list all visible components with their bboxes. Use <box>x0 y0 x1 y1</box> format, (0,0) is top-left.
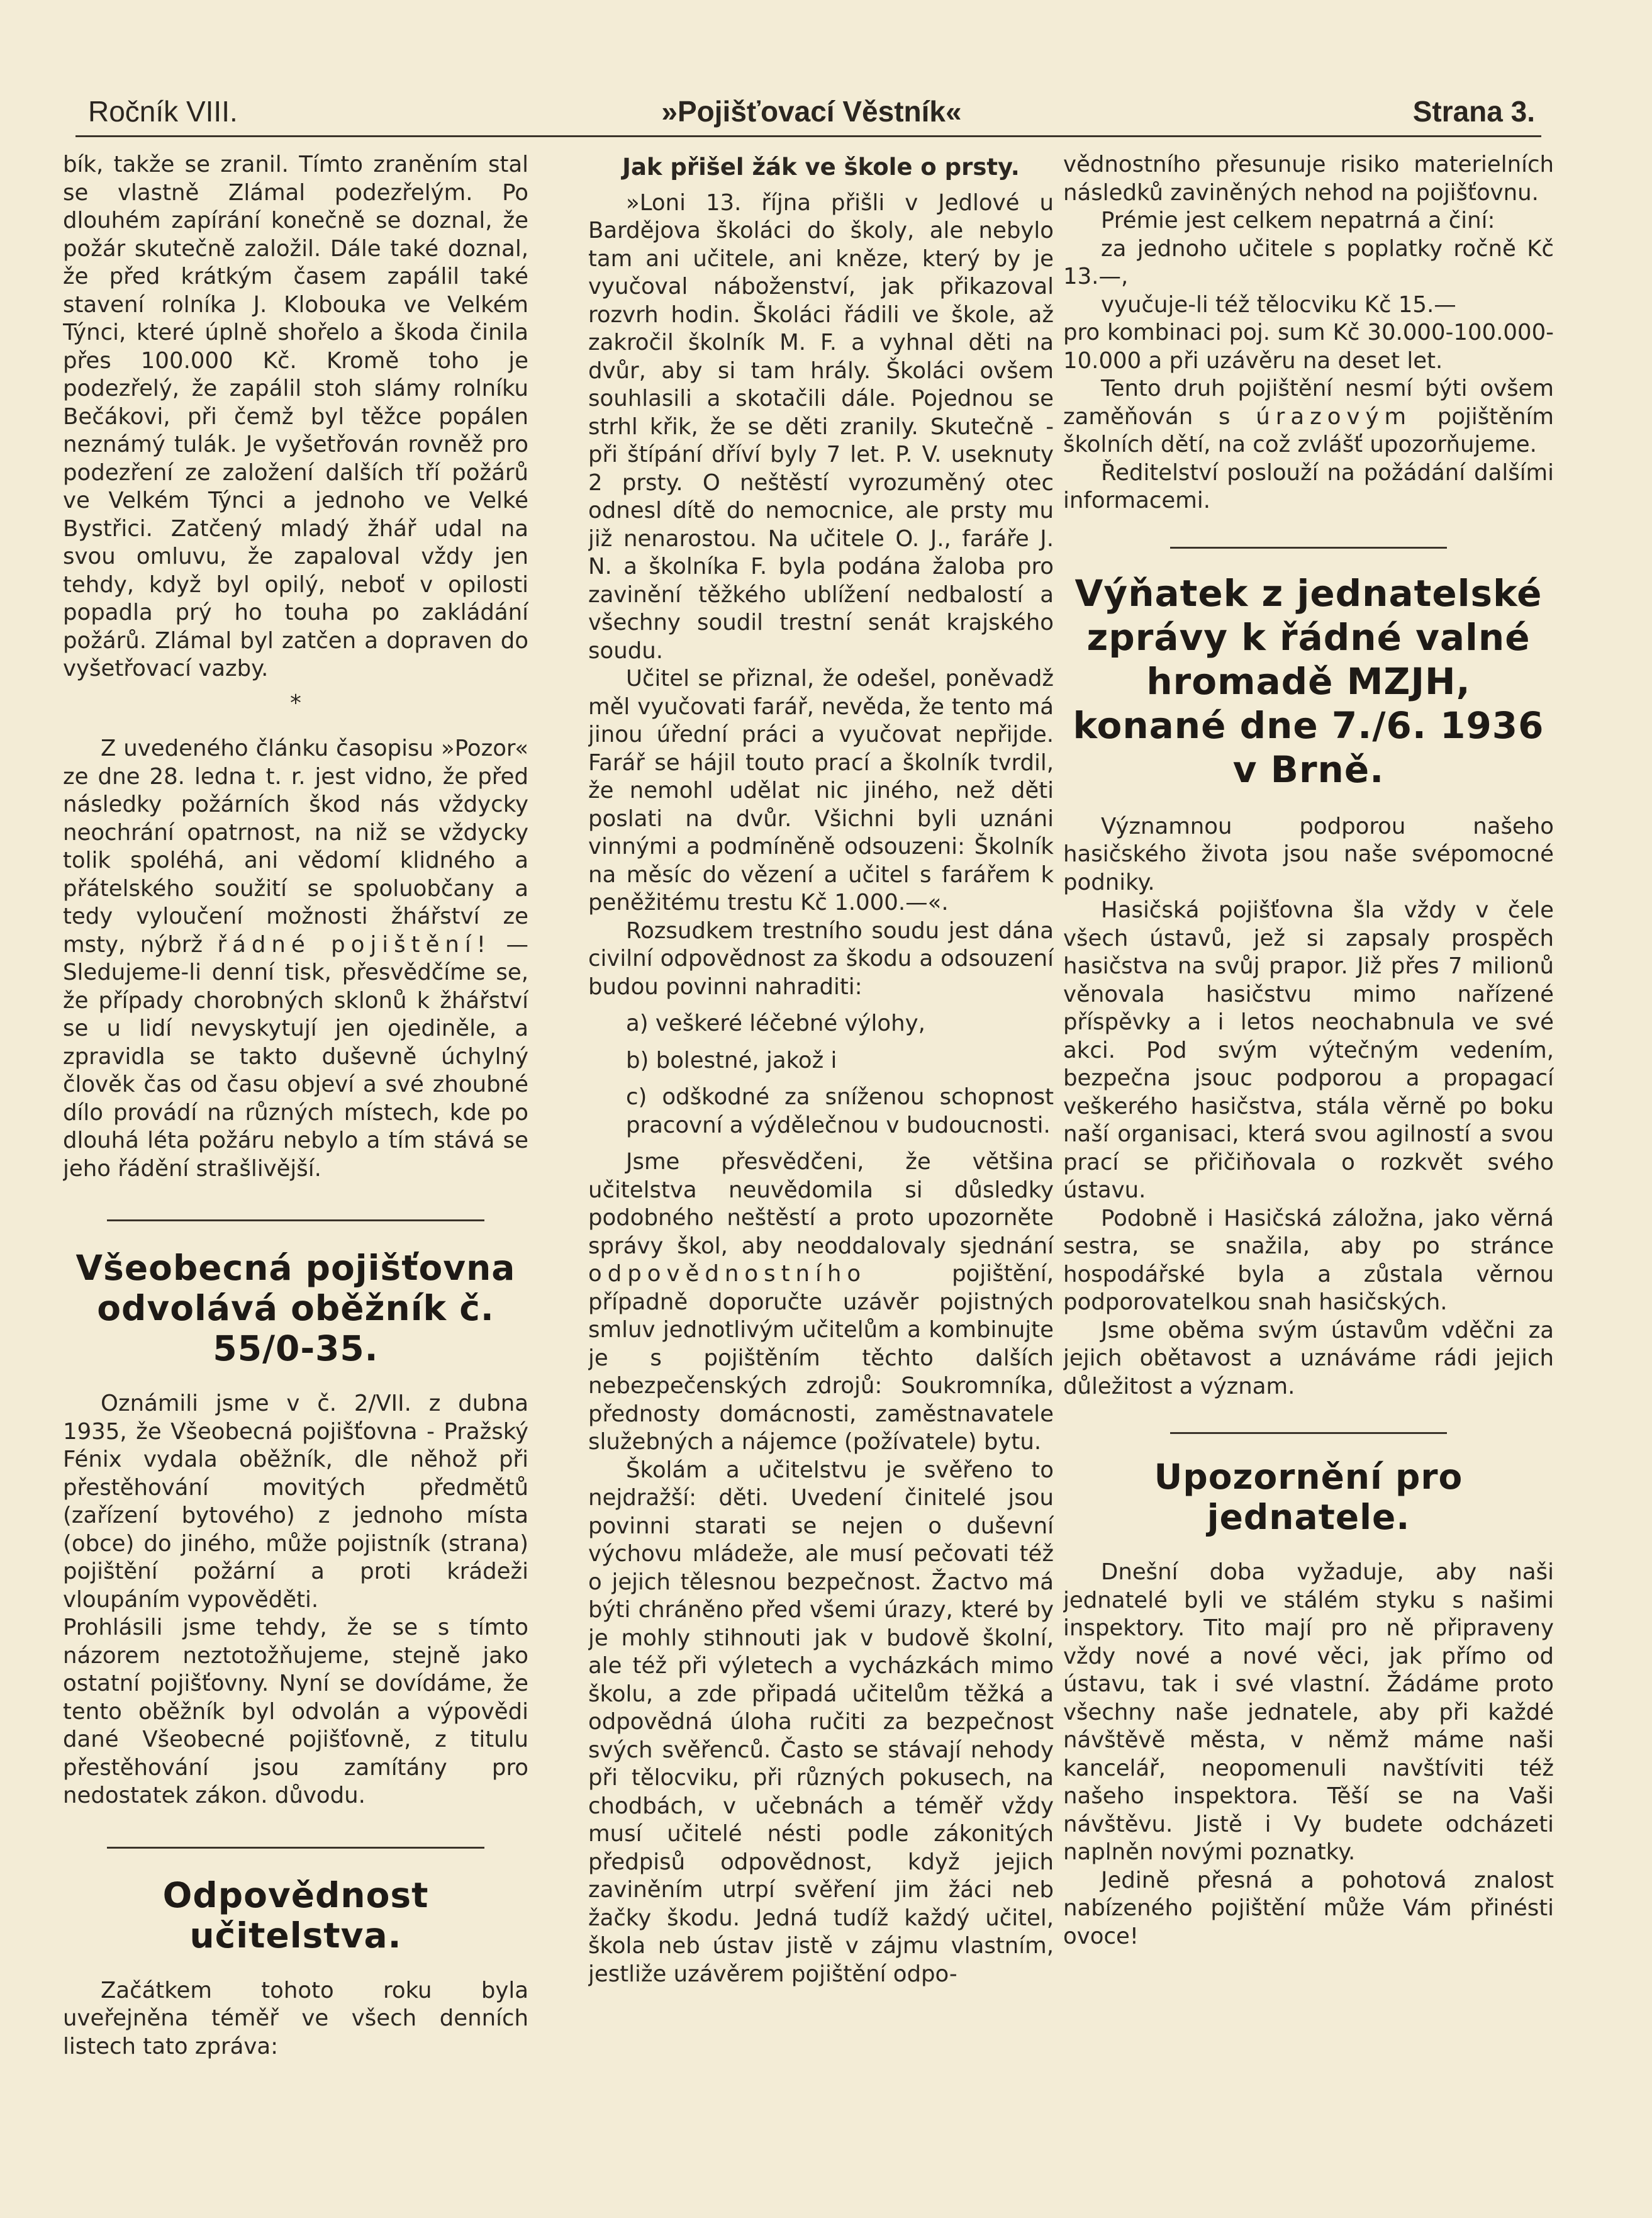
divider <box>107 1219 484 1221</box>
paragraph: Oznámili jsme v č. 2/VII. z dubna 1935, že Všeobecná pojišťovna - Pražský Fénix vydala oběžník, dle něhož při přestěhování movitých předmětů (zařízení bytového) z jednoho místa (obce) do jiného, může pojistník (strana) pojištění požární a proti krádeži vloupáním vypověděti. <box>63 1391 528 1613</box>
paragraph: Významnou podporou našeho hasičského života jsou naše svépomocné podniky. <box>1063 813 1554 895</box>
paragraph: Jsme oběma svým ústavům vděčni za jejich obětavost a uznáváme rádi jejich důležitost a význam. <box>1063 1317 1554 1399</box>
list-item: b) bolestné, jakož i <box>626 1047 837 1073</box>
column-middle <box>588 151 1054 2196</box>
paragraph: bík, takže se zranil. Tímto zraněním stal se vlastně Zlámal podezřelým. Po dlouhém zapírání konečně se doznal, že požár skutečně založil. Dále také doznal, že před krátkým časem zapálil také stavení rolníka J. Klobouka ve Velkém Týnci, které úplně shořelo a škoda činila přes 100.000 Kč. Kromě toho je podezřelý, že zapálil stoh slámy rolníku Bečákovi, při čemž byl těžce popálen neznámý tulák. Je vyšetřován rovněž pro podezření ze založení dalších tří požárů ve Velkém Týnci a jednoho ve Velké Bystřici. Zatčený mladý žhář udal na svou omluvu, že zapaloval vždy jen tehdy, když byl opilý, neboť v opilosti popadla prý ho touha po zakládání požárů. Zlámal byl zatčen a dopraven do vyšetřovací vazby. <box>63 152 528 681</box>
list-item: c) odškodné za sníženou schopnost pracovní a výdělečnou v budoucnosti. <box>626 1084 1054 1138</box>
paragraph: pro kombinaci poj. sum Kč 30.000-100.000-10.000 a při uzávěru na deset let. <box>1063 320 1554 374</box>
paragraph: Ředitelství poslouží na požádání dalšími informacemi. <box>1063 459 1554 513</box>
article-heading: Všeobecná pojišťovna odvolává oběžník č. 55/0-35. <box>75 1248 516 1369</box>
paragraph: Učitel se přiznal, že odešel, poněvadž měl vyučovati farář, nevěda, že tento má jinou úřední práci a vyučovat nepřijde. Farář se hájil touto prací a školník tvrdil, že nemohl udělat nic jiného, než děti poslati na dvůr. Všichni byli uznáni vinnými a podmíněně odsouzeni: Školník na měsíc do vězení a učitel s farářem k peněžitému trestu Kč 1.000.—«. <box>588 666 1054 916</box>
header-rule <box>75 135 1541 137</box>
subheading: Jak přišel žák ve škole o prsty. <box>622 154 1020 181</box>
divider <box>107 1847 484 1849</box>
emphasis: úrazovým <box>1256 403 1412 430</box>
paragraph: Rozsudkem trestního soudu jest dána civilní odpovědnost za škodu a odsouzení budou povinni nahraditi: <box>588 917 1054 1000</box>
paragraph: vědnostního přesunuje risiko materielních následků zaviněných nehod na pojišťovnu. <box>1063 152 1554 206</box>
paragraph: Školám a učitelstvu je svěřeno to nejdražší: děti. Uvedení činitelé jsou povinni starati se nejen o duševní výchovu mládeže, ale musí pečovati též o jejich tělesnou bezpečnost. Žactvo má býti chráněno před všemi úrazy, které by je mohly stihnouti jak v budově školní, ale též při výletech a vycházkách mimo školu, a zde připadá učitelům těžká a odpovědná úloha ručiti za bezpečnost svých svěřenců. Často se stávají nehody při tělocviku, při různých pokusech, na chodbách, v učebnách a téměř vždy musí učitelé nésti podle zákonitých předpisů odpovědnost, když jejich zaviněním utrpí svěření jim žáci neb žačky škodu. Jedná tudíž každý učitel, škola neb ústav jistě v zájmu vlastním, jestliže uzávěrem pojištění odpo- <box>588 1457 1054 1987</box>
article-heading: Odpovědnost učitelstva. <box>162 1874 429 1956</box>
paragraph: vyučuje-li též tělocviku Kč 15.— <box>1101 291 1456 318</box>
paragraph: Prémie jest celkem nepatrná a činí: <box>1101 208 1495 233</box>
paragraph: za jednoho učitele s poplatky ročně Kč 13.—, <box>1063 235 1554 289</box>
journal-title: »Pojišťovací Věstník« <box>661 95 962 128</box>
article-heading: Upozornění pro jednatele. <box>1154 1457 1463 1537</box>
paragraph: »Loni 13. října přišli v Jedlové u Bardějova školáci do školy, ale nebylo tam ani učitele, ani kněze, který by je vyučoval náboženství, jak přikazoval rozvrh hodin. Školáci řádili ve škole, až zakročil školník M. F. a vyhnal děti na dvůr, aby si tam hrály. Školáci ovšem souhlasili a skotačili dále. Pojednou se strhl křik, že se děti zranily. Skutečně - při štípání dříví byly 7 let. P. V. useknuty 2 prsty. O neštěstí vyrozuměný otec odnesl dítě do nemocnice, ale prsty mu již nenarostou. Na učitele O. J., faráře J. N. a školníka F. byla podána žaloba pro zavinění těžkého ublížení nedbalostí a všechny soudil trestní senát krajského soudu. <box>588 189 1054 664</box>
paragraph: Tento druh pojištění nesmí býti ovšem zaměňován s úrazovým pojištěním školních dětí, na což zvlášť upozorňujeme. <box>1063 376 1554 457</box>
paragraph: Prohlásili jsme tehdy, že se s tímto názorem neztotožňujeme, stejně jako ostatní pojišťovny. Nyní se dovídáme, že tento oběžník byl odvolán a výpovědi dané Všeobecné pojišťovně, z titulu přestěhování jsou zamítány pro nedostatek zákon. důvodu. <box>63 1615 528 1808</box>
column-right <box>1063 151 1554 2196</box>
volume-label: Ročník VIII. <box>88 95 238 128</box>
column-left <box>63 151 528 2196</box>
paragraph: Hasičská pojišťovna šla vždy v čele všech ústavů, jež si zapsaly prospěch hasičstva na svůj prapor. Již přes 7 milionů věnovala hasičstvu mimo nařízené příspěvky a i letos neochabnula ve své akci. Pod svým výtečným vedením, bezpečna jsouc podporou a propagací veškerého hasičstva, stála věrně po boku naší organisaci, která svou agilností a svou prací se přičiňovala o rozkvět svého ústavu. <box>1063 897 1554 1203</box>
paragraph: Dnešní doba vyžaduje, aby naši jednatelé byli ve stálém styku s našimi inspektory. Tito mají pro ně připraveny vždy nové a nové věci, jak přímo od ústavu, tak i své vlastní. Žádáme proto všechny naše jednatele, aby při každé návštěvě města, v němž máme naši kancelář, neopomenuli navštíviti též našeho inspektora. Těší se na Vaši návštěvu. Jistě i Vy budete odcházeti naplněn novými poznatky. <box>1063 1559 1554 1865</box>
divider <box>1170 547 1447 549</box>
paragraph: Z uvedeného článku časopisu »Pozor« ze dne 28. ledna t. r. jest vidno, že před následky požárních škod nás vždycky neochrání opatrnost, na niž se vždycky tolik spoléhá, ani vědomí klidného a přátelského soužití se spoluobčany a tedy vyloučení možnosti žhářství ze msty, nýbrž řádné pojištění! — Sledujeme-li denní tisk, přesvědčíme se, že případy chorobných sklonů k žhářství se u lidí nevyskytují jen ojediněle, a zpravidla se takto duševně úchylný člověk čas od času objeví a své zhoubné dílo provádí na různých místech, kde po dlouhá léta požáru nebylo a tím stává se jeho řádění strašlivější. <box>63 736 528 1182</box>
page-number: Strana 3. <box>1412 95 1535 128</box>
article-heading: Výňatek z jednatelské zprávy k řádné valné hromadě MZJH, konané dne 7./6. 1936 v Brně. <box>1073 571 1544 791</box>
paragraph: Jsme přesvědčeni, že většina učitelstva neuvědomila si důsledky podobného neštěstí a proto upozorněte správy škol, aby neoddalovaly sjednání odpovědnostního pojištění, případně doporučte uzávěr pojistných smluv jednotlivým učitelům a kombinujte je s pojištěním těchto dalších nebezpečenských zdrojů: Soukromníka, přednosty domácnosti, zaměstnavatele služebných a nájemce (požívatele) bytu. <box>588 1149 1054 1455</box>
list-item: a) veškeré léčebné výlohy, <box>626 1011 925 1036</box>
page-header <box>88 94 1535 138</box>
paragraph: Podobně i Hasičská záložna, jako věrná sestra, se snažila, aby po stránce hospodářské byla a zůstala věrnou podporovatelkou snah hasičských. <box>1063 1205 1554 1315</box>
paragraph: Začátkem tohoto roku byla uveřejněna téměř ve všech denních listech tato zpráva: <box>63 1977 528 2059</box>
emphasis: řádné pojištění! <box>217 931 492 958</box>
divider <box>1170 1432 1447 1434</box>
emphasis: odpovědnostního <box>588 1261 867 1287</box>
section-separator: * <box>290 690 301 716</box>
paragraph: Jedině přesná a pohotová znalost nabízeného pojištění může Vám přinésti ovoce! <box>1063 1867 1554 1949</box>
